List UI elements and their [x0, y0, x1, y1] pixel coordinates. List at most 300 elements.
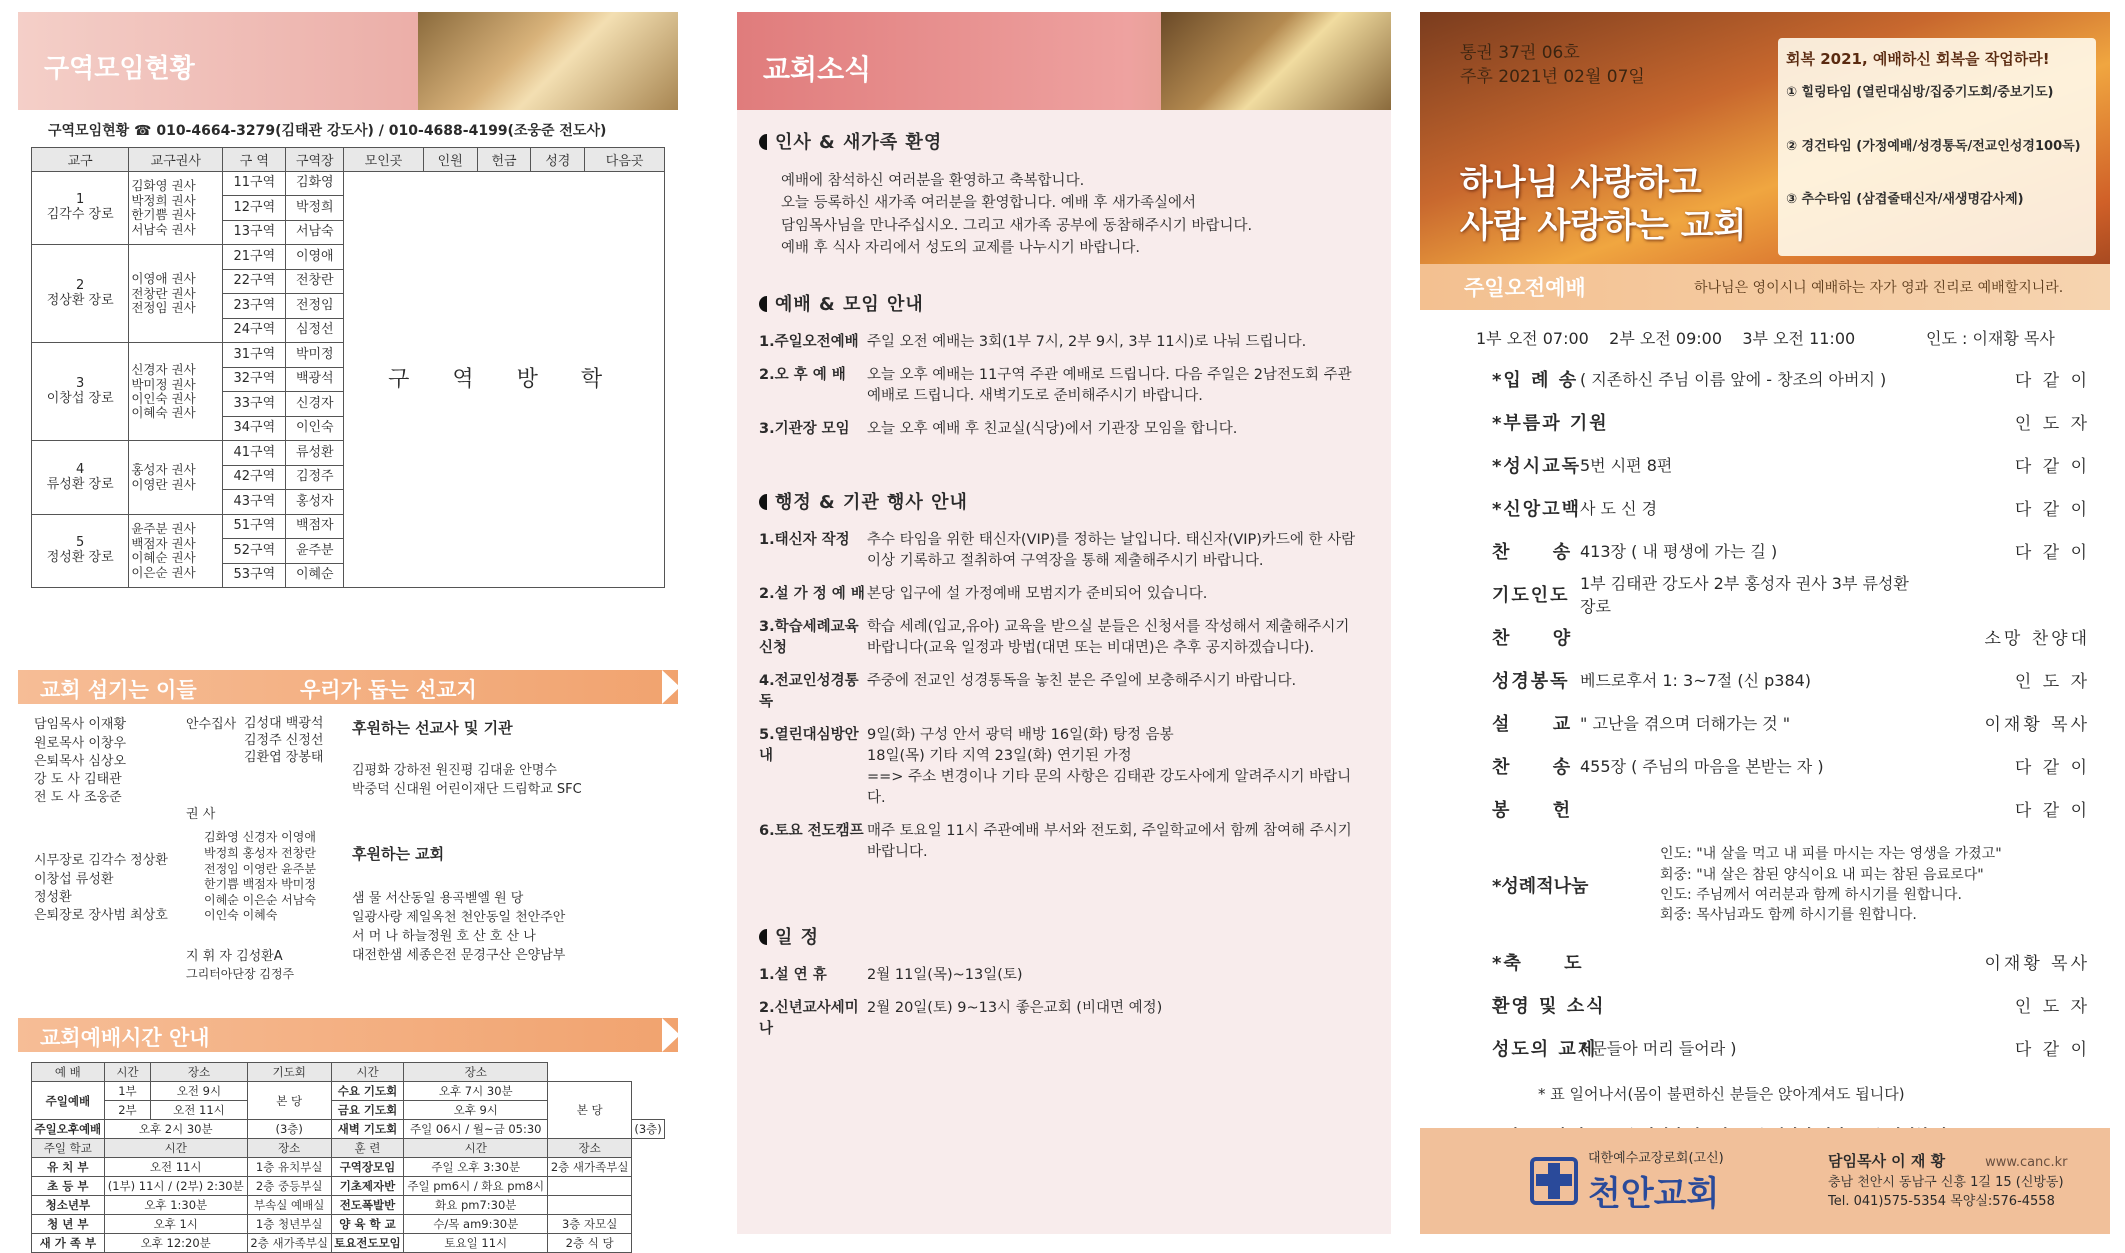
order-row: [1420, 658, 2110, 701]
admin-item: [759, 725, 1391, 809]
order-leader: 다 같 이: [2014, 457, 2090, 477]
time-cell: 오후 7시 30분: [404, 1082, 548, 1101]
communion-line: 인도: 주님께서 여러분과 함께 하시기를 원합니다.: [1660, 887, 1962, 903]
admin-item: [759, 584, 1391, 605]
servers-band-title: 교회 섬기는 이들: [40, 678, 197, 703]
order-content: " 고난을 겪으며 더해가는 것 ": [1580, 714, 1791, 733]
church-logo-icon: [1530, 1157, 1578, 1205]
order-row: [1420, 983, 2110, 1026]
service-times: 1부 오전 07:00 2부 오전 09:00 3부 오전 11:00 인도 : 이재황 목사: [1476, 329, 2055, 348]
district-leader: 류성환: [286, 441, 344, 466]
time-row: [32, 1215, 665, 1234]
time-cell: 오후 9시: [404, 1101, 548, 1120]
district-name: 33구역: [223, 392, 286, 417]
time-cell: 본 당: [548, 1082, 632, 1139]
church-row: 일광사랑 제일옥천 천안동일 천안주안: [352, 910, 566, 926]
order-row: [1420, 744, 2110, 787]
time-cell: 양 육 학 교: [331, 1215, 404, 1234]
table-header: 헌금: [477, 147, 531, 171]
time-cell: 부속실 예배실: [247, 1196, 331, 1215]
time-cell: 초 등 부: [32, 1177, 105, 1196]
time-cell: 구역장모임: [331, 1158, 404, 1177]
schedule-item-label: 1.설 연 휴: [759, 967, 827, 984]
order-row: [1420, 400, 2110, 443]
order-leader: 인 도 자: [2014, 414, 2090, 434]
group-leader-name: 이창섭 장로: [46, 390, 114, 406]
time-cell: 주일 오후 3:30분: [404, 1158, 548, 1177]
news-column: [737, 12, 1391, 1234]
worship-items: [737, 332, 1391, 440]
district-leader: 홍성자: [286, 490, 344, 515]
church-label: 후원하는 교회: [352, 845, 445, 864]
time-row: [32, 1082, 665, 1101]
gwonsa-name: 이영애 권사: [131, 271, 196, 287]
gwonsa-name: 이혜순 권사: [131, 550, 196, 566]
gwonsa-name: 이은순 권사: [131, 564, 196, 580]
slogan-line: ② 경건타임 (가정예배/성경통독/전교인성경100독): [1786, 138, 2081, 154]
welcome-text: [781, 170, 1391, 260]
district-name: 23구역: [223, 294, 286, 319]
time-cell: 2부: [104, 1101, 150, 1120]
time-cell: 주일 학교: [32, 1139, 105, 1158]
order-item: *입 례 송: [1492, 369, 1579, 391]
time-cell: 2층 새가족부실: [548, 1158, 632, 1177]
worship-item: [759, 365, 1391, 407]
table-header: 다음곳: [585, 147, 665, 171]
district-name: 11구역: [223, 171, 286, 196]
group-number: 4: [76, 461, 85, 477]
district-name: 52구역: [223, 539, 286, 564]
gwonsa-name: 김화영 권사: [131, 178, 196, 194]
worship-item-label: 1.주일오전예배: [759, 333, 859, 350]
district-leader: 백점자: [286, 514, 344, 539]
order-item: 찬 양: [1492, 627, 1573, 649]
time-cell: 금요 기도회: [331, 1101, 404, 1120]
time-cell: [548, 1177, 632, 1196]
gwonsa-name: 전창란 권사: [131, 285, 196, 301]
group-leader: [32, 343, 129, 441]
missions-band-title: 우리가 돕는 선교지: [299, 678, 477, 703]
worship-time-band: [18, 1018, 678, 1052]
staff-list: [34, 716, 126, 807]
schedule-item-label: 2.신년교사세미나: [759, 1000, 859, 1038]
order-content: 5번 시편 8편: [1580, 456, 1673, 475]
district-leader: 김정주: [286, 465, 344, 490]
time-cell: 오전 11시: [104, 1158, 247, 1177]
staff-member: 강 도 사 김태관: [34, 771, 122, 787]
group-number: 5: [76, 535, 85, 551]
order-item: *신앙고백: [1492, 498, 1581, 520]
mission-row: 김평화 강하전 원진평 김대윤 안명수: [352, 763, 557, 779]
church-row: 샘 물 서산동일 용곡벧엘 원 당: [352, 891, 524, 907]
welcome-heading: 인사 & 새가족 환영: [759, 128, 1391, 154]
admin-item-label: 3.학습세례교육신청: [759, 618, 859, 656]
time-cell: 유 치 부: [32, 1158, 105, 1177]
district-name: 22구역: [223, 269, 286, 294]
order-row: [1420, 787, 2110, 830]
district-name: 12구역: [223, 196, 286, 221]
worship-item-label: 3.기관장 모임: [759, 420, 850, 437]
gwonsa-name: 이영란 권사: [131, 476, 196, 492]
time-cell: 예 배: [32, 1063, 105, 1082]
district-name: 42구역: [223, 465, 286, 490]
admin-item: [759, 530, 1391, 572]
gwonsa-member: 한기쁨 백점자 박미정: [204, 877, 316, 892]
communion-line: 인도: "내 살을 먹고 내 피를 마시는 자는 영생을 가졌고": [1660, 846, 2002, 863]
time-cell: 시간: [104, 1063, 150, 1082]
order-item: 설 교: [1492, 713, 1573, 735]
order-content: ( 문들아 머리 들어라 ): [1580, 1039, 1737, 1058]
district-leader: 이인숙: [286, 416, 344, 441]
elder-member: 은퇴장로 장사범 최상호: [34, 907, 168, 923]
gwonsa-name: 신경자 권사: [131, 362, 196, 378]
time-cell: 본 당: [247, 1082, 331, 1120]
admin-item: [759, 617, 1391, 659]
time-cell: 오후 1시: [104, 1215, 247, 1234]
order-list-2: [1420, 940, 2110, 1069]
order-row: [1420, 357, 2110, 400]
church-motto: 하나님 사랑하고 사람 사랑하는 교회: [1460, 163, 1747, 246]
admin-item-text: 매주 토요일 11시 주관예배 부서와 전도회, 주일학교에서 함께 참여해 주시기 바랍니다.: [867, 823, 1352, 861]
elder-member: 정성환: [34, 889, 72, 905]
gwonsa-member: 김화영 신경자 이영애: [204, 830, 316, 845]
ansu-list: [244, 716, 323, 767]
time-cell: 1부: [104, 1082, 150, 1101]
order-leader: 이재황 목사: [1984, 715, 2090, 735]
time-row: [32, 1234, 665, 1253]
mission-list: [352, 762, 582, 798]
time-cell: 오후 1:30분: [104, 1196, 247, 1215]
time-cell: 장소: [404, 1063, 548, 1082]
time-cell: [548, 1196, 632, 1215]
time-cell: 시간: [331, 1063, 404, 1082]
table-header: 구 역: [223, 147, 286, 171]
organist: 그리터아단장 김정주: [186, 967, 295, 982]
standing-note: * 표 일어나서(몸이 불편하신 분들은 앉아계셔도 됩니다): [1538, 1085, 1905, 1103]
order-item: 성도의 교제: [1492, 1038, 1598, 1060]
admin-item-label: 2.설 가 정 예 배: [759, 585, 865, 602]
district-leader: 박미정: [286, 343, 344, 368]
admin-item-text: 추수 타임을 위한 태신자(VIP)를 정하는 날입니다. 태신자(VIP)카드에 한 사람이상 기록하고 절취하여 구역장을 통해 제출해주시기 바랍니다.: [867, 531, 1356, 569]
time-cell: 시간: [104, 1139, 247, 1158]
group-number: 2: [76, 277, 85, 293]
district-name: 13구역: [223, 220, 286, 245]
time-cell: 청소년부: [32, 1196, 105, 1215]
group-gwonsa: [129, 514, 223, 588]
time-cell: 시간: [404, 1139, 548, 1158]
district-leader: 이혜순: [286, 563, 344, 588]
gwonsa-name: 홍성자 권사: [131, 462, 196, 478]
time-row: [32, 1177, 665, 1196]
time-cell: 주일 06시 / 월~금 05:30: [404, 1120, 548, 1139]
time-cell: 새벽 기도회: [331, 1120, 404, 1139]
order-item: *성시교독: [1492, 455, 1581, 477]
time-cell: (1부) 11시 / (2부) 2:30분: [104, 1177, 247, 1196]
church-row: 서 머 나 하늘정원 호 산 호 산 나: [352, 929, 536, 945]
order-item: 찬 송: [1492, 756, 1573, 778]
district-name: 21구역: [223, 245, 286, 270]
group-leader-name: 김각수 장로: [46, 207, 114, 223]
gwonsa-member: 이인숙 이혜숙: [204, 908, 278, 923]
time-cell: 토요일 11시: [404, 1234, 548, 1253]
servers-section: [18, 704, 678, 1004]
admin-item: [759, 671, 1391, 713]
district-leader: 박정희: [286, 196, 344, 221]
time-cell: 화요 pm7:30분: [404, 1196, 548, 1215]
time-header: [32, 1139, 665, 1158]
order-row: [1420, 940, 2110, 983]
district-leader: 신경자: [286, 392, 344, 417]
time-cell: 오전 11시: [151, 1101, 248, 1120]
district-name: 31구역: [223, 343, 286, 368]
table-row: [32, 171, 665, 196]
district-leader: 전창란: [286, 269, 344, 294]
schedule-item-text: 2월 11일(목)~13일(토): [867, 967, 1023, 984]
admin-item-label: 5.열린대심방안내: [759, 727, 859, 765]
worship-item: [759, 419, 1391, 440]
table-header: 교구: [32, 147, 129, 171]
slogan-box: 회복 2021, 예배하신 회복을 작업하라! ① 힐링타임 (열린대심방/집중기도회/중보기도) ② 경건타임 (가정예배/성경통독/전교인성경100독) ③ 추수타임 (삼겹줄태신자/새생명감사제): [1778, 38, 2096, 256]
time-row: [32, 1158, 665, 1177]
admin-item-text: 학습 세례(입교,유아) 교육을 받으실 분들은 신청서를 작성해서 제출해주시기 바랍니다(교육 일정과 방법(대면 또는 비대면)은 추후 공지하겠습니다).: [867, 618, 1350, 656]
gwonsa-name: 박미정 권사: [131, 376, 196, 392]
staff-member: 전 도 사 조웅준: [34, 790, 122, 806]
district-title: 구역모임현황: [44, 54, 195, 84]
order-item: 봉 헌: [1492, 799, 1573, 821]
time-cell: 장소: [247, 1139, 331, 1158]
schedule-item-text: 2월 20일(토) 9~13시 좋은교회 (비대면 예정): [867, 1000, 1163, 1017]
communion-line: 회중: "내 살은 참된 양식이요 내 피는 참된 음료로다": [1660, 866, 1984, 883]
order-item: *부름과 기원: [1492, 412, 1609, 434]
service-band: 주일오전예배 하나님은 영이시니 예배하는 자가 영과 진리로 예배할지니라.: [1420, 264, 2110, 310]
group-leader: [32, 441, 129, 515]
elder-member: 이창섭 류성환: [34, 871, 114, 887]
welcome-line: 예배에 참석하신 여러분을 환영하고 축복합니다.: [781, 173, 1085, 189]
ansu-member: 김환엽 장봉태: [244, 750, 324, 766]
group-leader-name: 류성환 장로: [46, 476, 114, 492]
order-item: *축 도: [1492, 952, 1584, 974]
time-cell: 3층 자모실: [548, 1215, 632, 1234]
order-content: 455장 ( 주님의 마음을 본받는 자 ): [1580, 757, 1824, 776]
footer: 대한예수교장로회(고신) 천안교회 담임목사 이 재 황 www.canc.kr 충남 천안시 동남구 신흥 1길 15 (신방동) Tel. 041)575-5354 목양실:576-4558: [1420, 1128, 2110, 1234]
servers-band: [18, 670, 678, 704]
district-name: 32구역: [223, 367, 286, 392]
worship-time-title: 교회예배시간 안내: [40, 1026, 210, 1051]
ansu-label: 안수집사: [186, 717, 237, 733]
group-leader: [32, 245, 129, 343]
slogan-line: ① 힐링타임 (열린대심방/집중기도회/중보기도): [1786, 85, 2054, 100]
worship-item-text: 오늘 오후 예배 후 친교실(식당)에서 기관장 모임을 합니다.: [867, 420, 1238, 437]
time-cell: 주일오후예배: [32, 1120, 105, 1139]
welcome-line: 오늘 등록하신 새가족 여러분을 환영합니다. 예배 후 새가족실에서: [781, 195, 1197, 212]
admin-heading: 행정 & 기관 행사 안내: [759, 488, 1391, 514]
worship-time-table: [31, 1062, 665, 1253]
table-header: 성경: [531, 147, 585, 171]
district-name: 34구역: [223, 416, 286, 441]
order-item: 기도인도: [1492, 584, 1570, 606]
order-item: 찬 송: [1492, 541, 1573, 563]
church-row: 대전한샘 세종은전 문경구산 은양남부: [352, 947, 566, 963]
worship-heading: 예배 & 모임 안내: [759, 290, 1391, 316]
autumn-tree-photo: [418, 12, 678, 110]
admin-items: [737, 530, 1391, 863]
time-cell: 기초제자반: [331, 1177, 404, 1196]
slogan-line: ③ 추수타임 (삼겹줄태신자/새생명감사제): [1786, 192, 2024, 208]
gwonsa-member: 이혜순 이은순 서남숙: [204, 892, 316, 907]
order-row: [1420, 486, 2110, 529]
group-gwonsa: [129, 245, 223, 343]
district-name: 53구역: [223, 563, 286, 588]
vacation-cell: 구 역 방 학: [344, 171, 665, 588]
order-leader: 다 같 이: [2014, 758, 2090, 778]
order-leader: 다 같 이: [2014, 500, 2090, 520]
group-number: 1: [76, 192, 85, 208]
order-leader: 인 도 자: [2014, 997, 2090, 1017]
time-cell: 1층 유치부실: [247, 1158, 331, 1177]
time-cell: 기도회: [247, 1063, 331, 1082]
order-leader: 이재황 목사: [1984, 954, 2090, 974]
gwonsa-label: 권 사: [186, 807, 216, 823]
order-leader: 다 같 이: [2014, 371, 2090, 391]
time-cell: 오전 9시: [151, 1082, 248, 1101]
ginkgo-leaf-photo: [1161, 12, 1391, 110]
order-column: [1420, 12, 2110, 1234]
church-list: [352, 890, 565, 965]
time-cell: 장소: [151, 1063, 248, 1082]
order-row: [1420, 1026, 2110, 1069]
gwonsa-name: 이혜숙 권사: [131, 405, 196, 421]
order-leader: 다 같 이: [2014, 801, 2090, 821]
time-cell: 새 가 족 부: [32, 1234, 105, 1253]
district-column: [18, 12, 678, 1251]
time-cell: 주일예배: [32, 1082, 105, 1120]
gwonsa-name: 이인숙 권사: [131, 390, 196, 406]
order-row: [1420, 443, 2110, 486]
conductor: 지 휘 자 김성환A: [186, 949, 283, 965]
ansu-member: 김성대 백광석: [244, 716, 324, 732]
district-name: 41구역: [223, 441, 286, 466]
district-header: [18, 12, 678, 110]
time-cell: 주일 pm6시 / 화요 pm8시: [404, 1177, 548, 1196]
news-header: [737, 12, 1391, 110]
district-table: [31, 147, 665, 589]
staff-member: 은퇴목사 심상오: [34, 753, 127, 769]
order-leader: 다 같 이: [2014, 1040, 2090, 1060]
ansu-member: 김정주 신정선: [244, 733, 324, 749]
order-content: ( 지존하신 주님 이름 앞에 - 창조의 아버지 ): [1580, 370, 1887, 389]
gwonsa-name: 백점자 권사: [131, 535, 196, 551]
schedule-items: [737, 965, 1391, 1040]
order-content: 베드로후서 1: 3~7절 (신 p384): [1580, 671, 1812, 690]
welcome-line: 담임목사님을 만나주십시오. 그리고 새가족 공부에 동참해주시기 바랍니다.: [781, 217, 1253, 234]
group-leader: [32, 514, 129, 588]
communion-line: 회중: 목사님과도 함께 하시기를 원합니다.: [1660, 907, 1917, 924]
time-cell: (3층): [247, 1120, 331, 1139]
order-row: [1420, 529, 2110, 572]
schedule-item: [759, 965, 1391, 986]
time-cell: 2층 중등부실: [247, 1177, 331, 1196]
admin-item-label: 6.토요 전도캠프: [759, 823, 864, 840]
gwonsa-name: 서남숙 권사: [131, 221, 196, 237]
welcome-line: 예배 후 식사 자리에서 성도의 교제를 나누시기 바랍니다.: [781, 240, 1141, 257]
mission-label: 후원하는 선교사 및 기관: [352, 719, 513, 738]
issue-info: 통권 37권 06호 주후 2021년 02월 07일: [1460, 43, 1645, 87]
order-content: 사 도 신 경: [1580, 499, 1658, 518]
time-cell: 전도폭발반: [331, 1196, 404, 1215]
worship-item-text: 오늘 오후 예배는 11구역 주관 예배로 드립니다. 다음 주일은 2남전도회 주관 예배로 드립니다. 새벽기도로 준비해주시기 바랍니다.: [867, 366, 1352, 404]
gwonsa-name: 박정희 권사: [131, 192, 196, 208]
group-leader: [32, 171, 129, 245]
district-leader: 전정임: [286, 294, 344, 319]
time-cell: (3층): [632, 1120, 665, 1139]
time-cell: 2층 새가족부실: [247, 1234, 331, 1253]
time-cell: 훈 련: [331, 1139, 404, 1158]
time-cell: 수요 기도회: [331, 1082, 404, 1101]
gwonsa-member: 전정임 이영란 윤주분: [204, 861, 316, 876]
group-gwonsa: [129, 343, 223, 441]
order-row: [1420, 701, 2110, 744]
staff-member: 담임목사 이재황: [34, 717, 127, 733]
gwonsa-name: 윤주분 권사: [131, 521, 196, 537]
admin-item-text: 본당 입구에 설 가정예배 모범지가 준비되어 있습니다.: [867, 585, 1208, 602]
order-item: 성경봉독: [1492, 670, 1570, 692]
district-name: 24구역: [223, 318, 286, 343]
district-name: 43구역: [223, 490, 286, 515]
worship-item: [759, 332, 1391, 353]
group-leader-name: 정성환 장로: [46, 550, 114, 566]
time-cell: 수/목 am9:30분: [404, 1215, 548, 1234]
district-leader: 윤주분: [286, 539, 344, 564]
communion: *성례적나눔 인도: "내 살을 먹고 내 피를 마시는 자는 영생을 가졌고" 회중: "내 살은 참된 양식이요 내 피는 참된 음료로다" 인도: 주님께서 여러분과 함께 하시기를 원합니다. 회중: 목사님과도 함께 하시기를 원합니다.: [1420, 830, 2110, 940]
time-cell: 1층 청년부실: [247, 1215, 331, 1234]
time-cell: 청 년 부: [32, 1215, 105, 1234]
time-cell: 오후 2시 30분: [104, 1120, 247, 1139]
group-gwonsa: [129, 441, 223, 515]
admin-item-label: 1.태신자 작정: [759, 531, 850, 548]
table-header: 교구권사: [129, 147, 223, 171]
order-item: 환영 및 소식: [1492, 995, 1606, 1017]
district-name: 51구역: [223, 514, 286, 539]
schedule-heading: 일 정: [759, 923, 1391, 949]
mission-row: 박중덕 신대원 어린이재단 드림학교 SFC: [352, 781, 582, 797]
time-row: [32, 1196, 665, 1215]
admin-item-text: 9일(화) 구성 안서 광덕 배방 16일(화) 탕정 음봉 18일(목) 기타 지역 23일(화) 연기된 가정 ==> 주소 변경이나 기타 문의 사항은 김태관 강도사에게 알려주시기 바랍니다.: [867, 727, 1352, 807]
time-cell: 장소: [548, 1139, 632, 1158]
order-leader: 다 같 이: [2014, 543, 2090, 563]
order-list: [1420, 357, 2110, 830]
schedule-item: [759, 998, 1391, 1040]
table-header: 인원: [423, 147, 477, 171]
district-leader: 서남숙: [286, 220, 344, 245]
time-cell: 토요전도모임: [331, 1234, 404, 1253]
worship-item-text: 주일 오전 예배는 3회(1부 7시, 2부 9시, 3부 11시)로 나눠 드립니다.: [867, 333, 1307, 350]
time-cell: 오후 12:20분: [104, 1234, 247, 1253]
district-contact: 구역모임현황 ☎ 010-4664-3279(김태관 강도사) / 010-4688-4199(조웅준 전도사): [48, 123, 607, 139]
admin-item-label: 4.전교인성경통독: [759, 673, 859, 711]
gwonsa-name: 한기쁨 권사: [131, 207, 196, 223]
order-leader: 인 도 자: [2014, 672, 2090, 692]
district-leader: 심정선: [286, 318, 344, 343]
admin-item: [759, 821, 1391, 863]
group-leader-name: 정상환 장로: [46, 292, 114, 308]
order-row: [1420, 572, 2110, 615]
order-content: 413장 ( 내 평생에 가는 길 ): [1580, 542, 1778, 561]
district-leader: 백광석: [286, 367, 344, 392]
table-header: 구역장: [286, 147, 344, 171]
order-content: 1부 김태관 강도사 2부 홍성자 권사 3부 류성환 장로: [1580, 573, 1909, 616]
group-number: 3: [76, 375, 85, 391]
staff-member: 원로목사 이창우: [34, 735, 127, 751]
